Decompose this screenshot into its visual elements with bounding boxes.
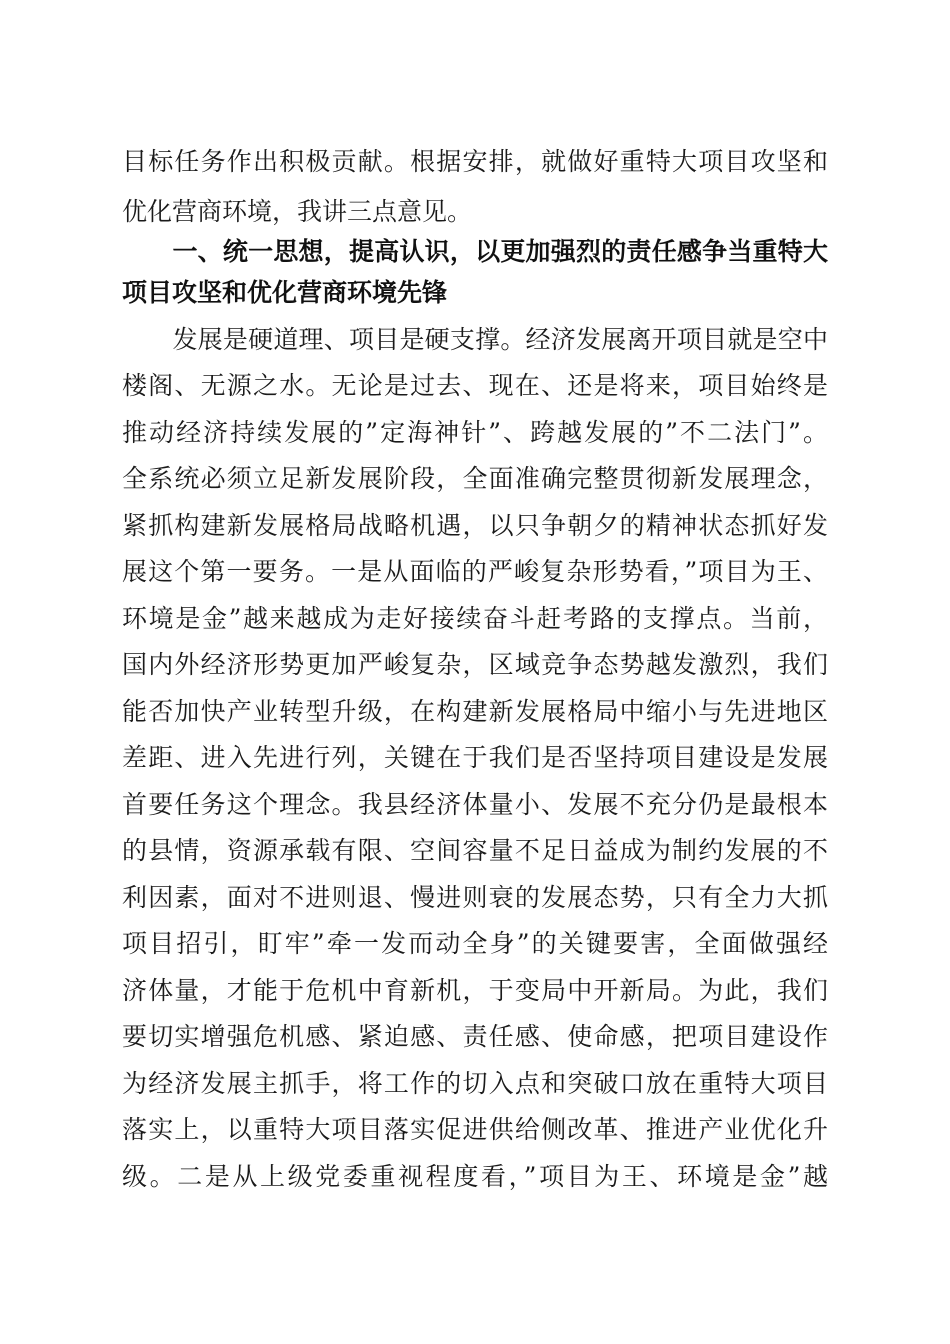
body-line: 发展是硬道理、项目是硬支撑。经济发展离开项目就是空中 [122,325,828,354]
body-line: 展这个第一要务。一是从面临的严峻复杂形势看，”项目为王、 [122,557,828,586]
section-heading-line: 项目攻坚和优化营商环境先锋 [122,278,448,307]
body-line: 为经济发展主抓手，将工作的切入点和突破口放在重特大项目 [122,1069,828,1098]
intro-line: 目标任务作出积极贡献。根据安排，就做好重特大项目攻坚和 [122,147,828,176]
body-line: 项目招引，盯牢”牵一发而动全身”的关键要害，全面做强经 [122,929,828,958]
body-line: 落实上，以重特大项目落实促进供给侧改革、推进产业优化升 [122,1115,828,1144]
body-line: 级。二是从上级党委重视程度看，”项目为王、环境是金”越 [122,1162,828,1191]
body-line: 紧抓构建新发展格局战略机遇，以只争朝夕的精神状态抓好发 [122,511,828,540]
body-line: 国内外经济形势更加严峻复杂，区域竞争态势越发激烈，我们 [122,650,828,679]
body-line: 环境是金”越来越成为走好接续奋斗赶考路的支撑点。当前， [122,604,828,633]
body-line: 能否加快产业转型升级，在构建新发展格局中缩小与先进地区 [122,697,828,726]
body-line: 济体量，才能于危机中育新机，于变局中开新局。为此，我们 [122,976,828,1005]
body-line: 楼阁、无源之水。无论是过去、现在、还是将来，项目始终是 [122,371,828,400]
body-line: 推动经济持续发展的”定海神针”、跨越发展的”不二法门”。 [122,418,828,447]
body-line: 要切实增强危机感、紧迫感、责任感、使命感，把项目建设作 [122,1022,828,1051]
body-line: 利因素，面对不进则退、慢进则衰的发展态势，只有全力大抓 [122,883,828,912]
intro-line: 优化营商环境，我讲三点意见。 [122,197,473,226]
body-line: 全系统必须立足新发展阶段，全面准确完整贯彻新发展理念， [122,464,828,493]
body-line: 差距、进入先进行列，关键在于我们是否坚持项目建设是发展 [122,743,828,772]
body-line: 首要任务这个理念。我县经济体量小、发展不充分仍是最根本 [122,790,828,819]
section-heading-line: 一、统一思想，提高认识，以更加强烈的责任感争当重特大 [122,237,828,266]
body-line: 的县情，资源承载有限、空间容量不足日益成为制约发展的不 [122,836,828,865]
